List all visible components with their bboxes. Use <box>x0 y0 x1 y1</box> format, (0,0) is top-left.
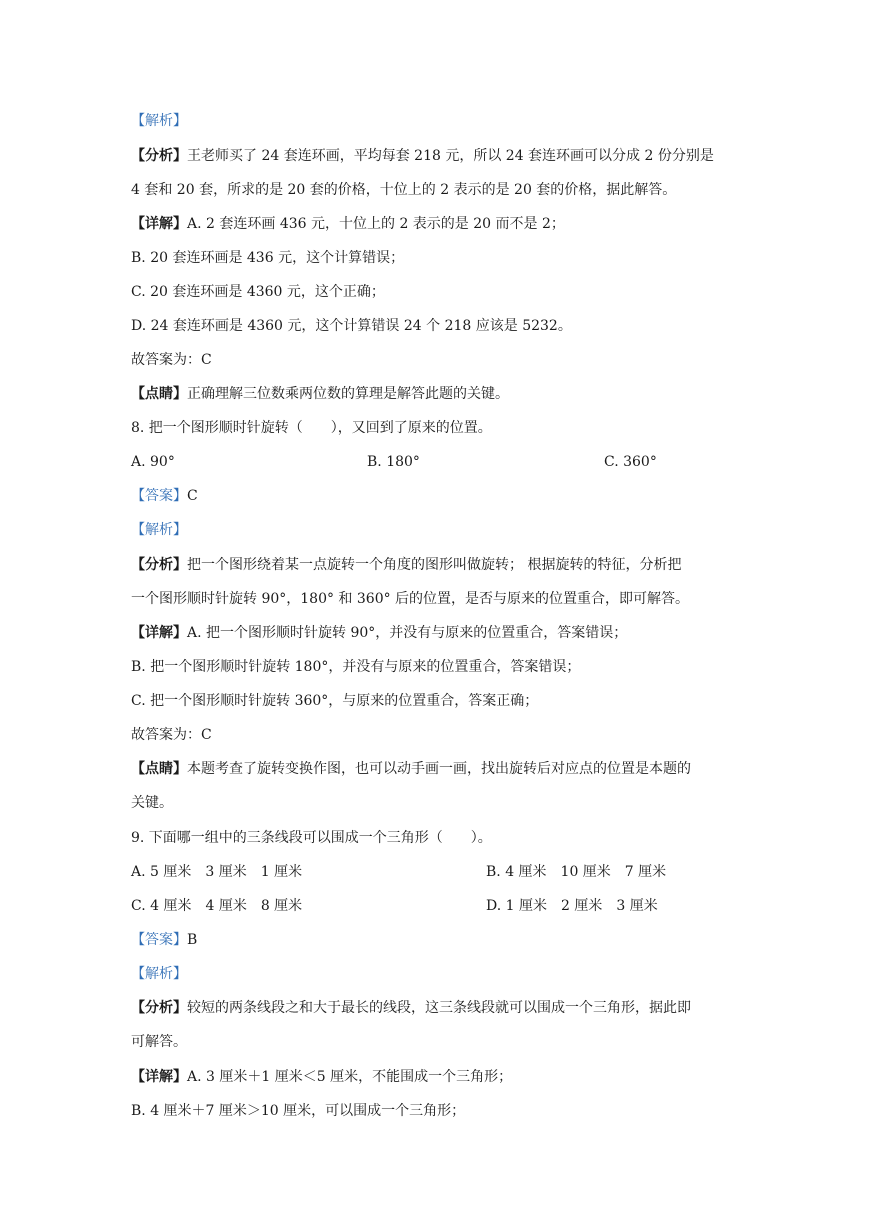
answer-line: 故答案为：C <box>131 727 212 743</box>
analysis-line <box>131 998 691 1018</box>
option-c: C. 360° <box>604 454 657 470</box>
analysis-line <box>131 146 714 166</box>
detail-line <box>131 623 627 643</box>
analysis-line: 4 套和 20 套，所求的是 20 套的价格，十位上的 2 表示的是 20 套的价格，据此解答。 <box>131 182 677 198</box>
jiexi-heading: 【解析】 <box>131 522 187 538</box>
detail-line <box>131 214 565 234</box>
answer-line: 故答案为：C <box>131 352 212 368</box>
detail-tag: 【详解】 <box>131 1069 187 1085</box>
detail-line: B. 4 厘米＋7 厘米＞10 厘米，可以围成一个三角形； <box>131 1103 466 1119</box>
question-8: 8. 把一个图形顺时针旋转（ ），又回到了原来的位置。 <box>131 420 492 436</box>
analysis-line: 可解答。 <box>131 1034 187 1050</box>
analysis-tag: 【分析】 <box>131 148 187 164</box>
detail-line: C. 20 套连环画是 4360 元，这个正确； <box>131 284 385 300</box>
jiexi-heading: 【解析】 <box>131 113 187 129</box>
key-point-text: 本题考查了旋转变换作图，也可以动手画一画，找出旋转后对应点的位置是本题的 <box>187 761 691 777</box>
detail-text: A. 3 厘米＋1 厘米＜5 厘米，不能围成一个三角形； <box>187 1069 513 1085</box>
answer-value: C <box>187 488 198 504</box>
detail-line: B. 20 套连环画是 436 元，这个计算错误； <box>131 250 405 266</box>
analysis-line: 一个图形顺时针旋转 90°，180° 和 360° 后的位置，是否与原来的位置重合，即可解答。 <box>131 591 690 607</box>
key-point-line <box>131 759 691 779</box>
key-point-line <box>131 384 509 404</box>
option-b: B. 4 厘米 10 厘米 7 厘米 <box>486 864 667 880</box>
answer-tag: 【答案】 <box>131 932 187 948</box>
detail-line: B. 把一个图形顺时针旋转 180°，并没有与原来的位置重合，答案错误； <box>131 659 581 675</box>
detail-line <box>131 1067 512 1087</box>
detail-tag: 【详解】 <box>131 625 187 641</box>
analysis-line <box>131 555 681 575</box>
key-point-line: 关键。 <box>131 795 173 811</box>
analysis-text: 王老师买了 24 套连环画，平均每套 218 元，所以 24 套连环画可以分成 2 份分别是 <box>187 148 714 164</box>
option-a: A. 90° <box>131 454 175 470</box>
analysis-tag: 【分析】 <box>131 557 187 573</box>
answer-tag: 【答案】 <box>131 488 187 504</box>
analysis-text: 把一个图形绕着某一点旋转一个角度的图形叫做旋转； 根据旋转的特征，分析把 <box>187 557 682 573</box>
analysis-tag: 【分析】 <box>131 1000 187 1016</box>
option-b: B. 180° <box>367 454 420 470</box>
jiexi-heading: 【解析】 <box>131 966 187 982</box>
detail-text: A. 2 套连环画 436 元，十位上的 2 表示的是 20 而不是 2； <box>187 216 565 232</box>
question-9: 9. 下面哪一组中的三条线段可以围成一个三角形（ ）。 <box>131 830 492 846</box>
option-d: D. 1 厘米 2 厘米 3 厘米 <box>486 898 658 914</box>
option-a: A. 5 厘米 3 厘米 1 厘米 <box>131 864 303 880</box>
key-point-tag: 【点睛】 <box>131 761 187 777</box>
detail-tag: 【详解】 <box>131 216 187 232</box>
detail-line: D. 24 套连环画是 4360 元，这个计算错误 24 个 218 应该是 5232。 <box>131 318 572 334</box>
answer-heading <box>131 486 198 506</box>
answer-heading <box>131 930 197 950</box>
detail-line: C. 把一个图形顺时针旋转 360°，与原来的位置重合，答案正确； <box>131 693 539 709</box>
key-point-text: 正确理解三位数乘两位数的算理是解答此题的关键。 <box>187 386 509 402</box>
option-c: C. 4 厘米 4 厘米 8 厘米 <box>131 898 303 914</box>
answer-value: B <box>187 932 198 948</box>
analysis-text: 较短的两条线段之和大于最长的线段，这三条线段就可以围成一个三角形，据此即 <box>187 1000 691 1016</box>
detail-text: A. 把一个图形顺时针旋转 90°，并没有与原来的位置重合，答案错误； <box>187 625 628 641</box>
key-point-tag: 【点睛】 <box>131 386 187 402</box>
